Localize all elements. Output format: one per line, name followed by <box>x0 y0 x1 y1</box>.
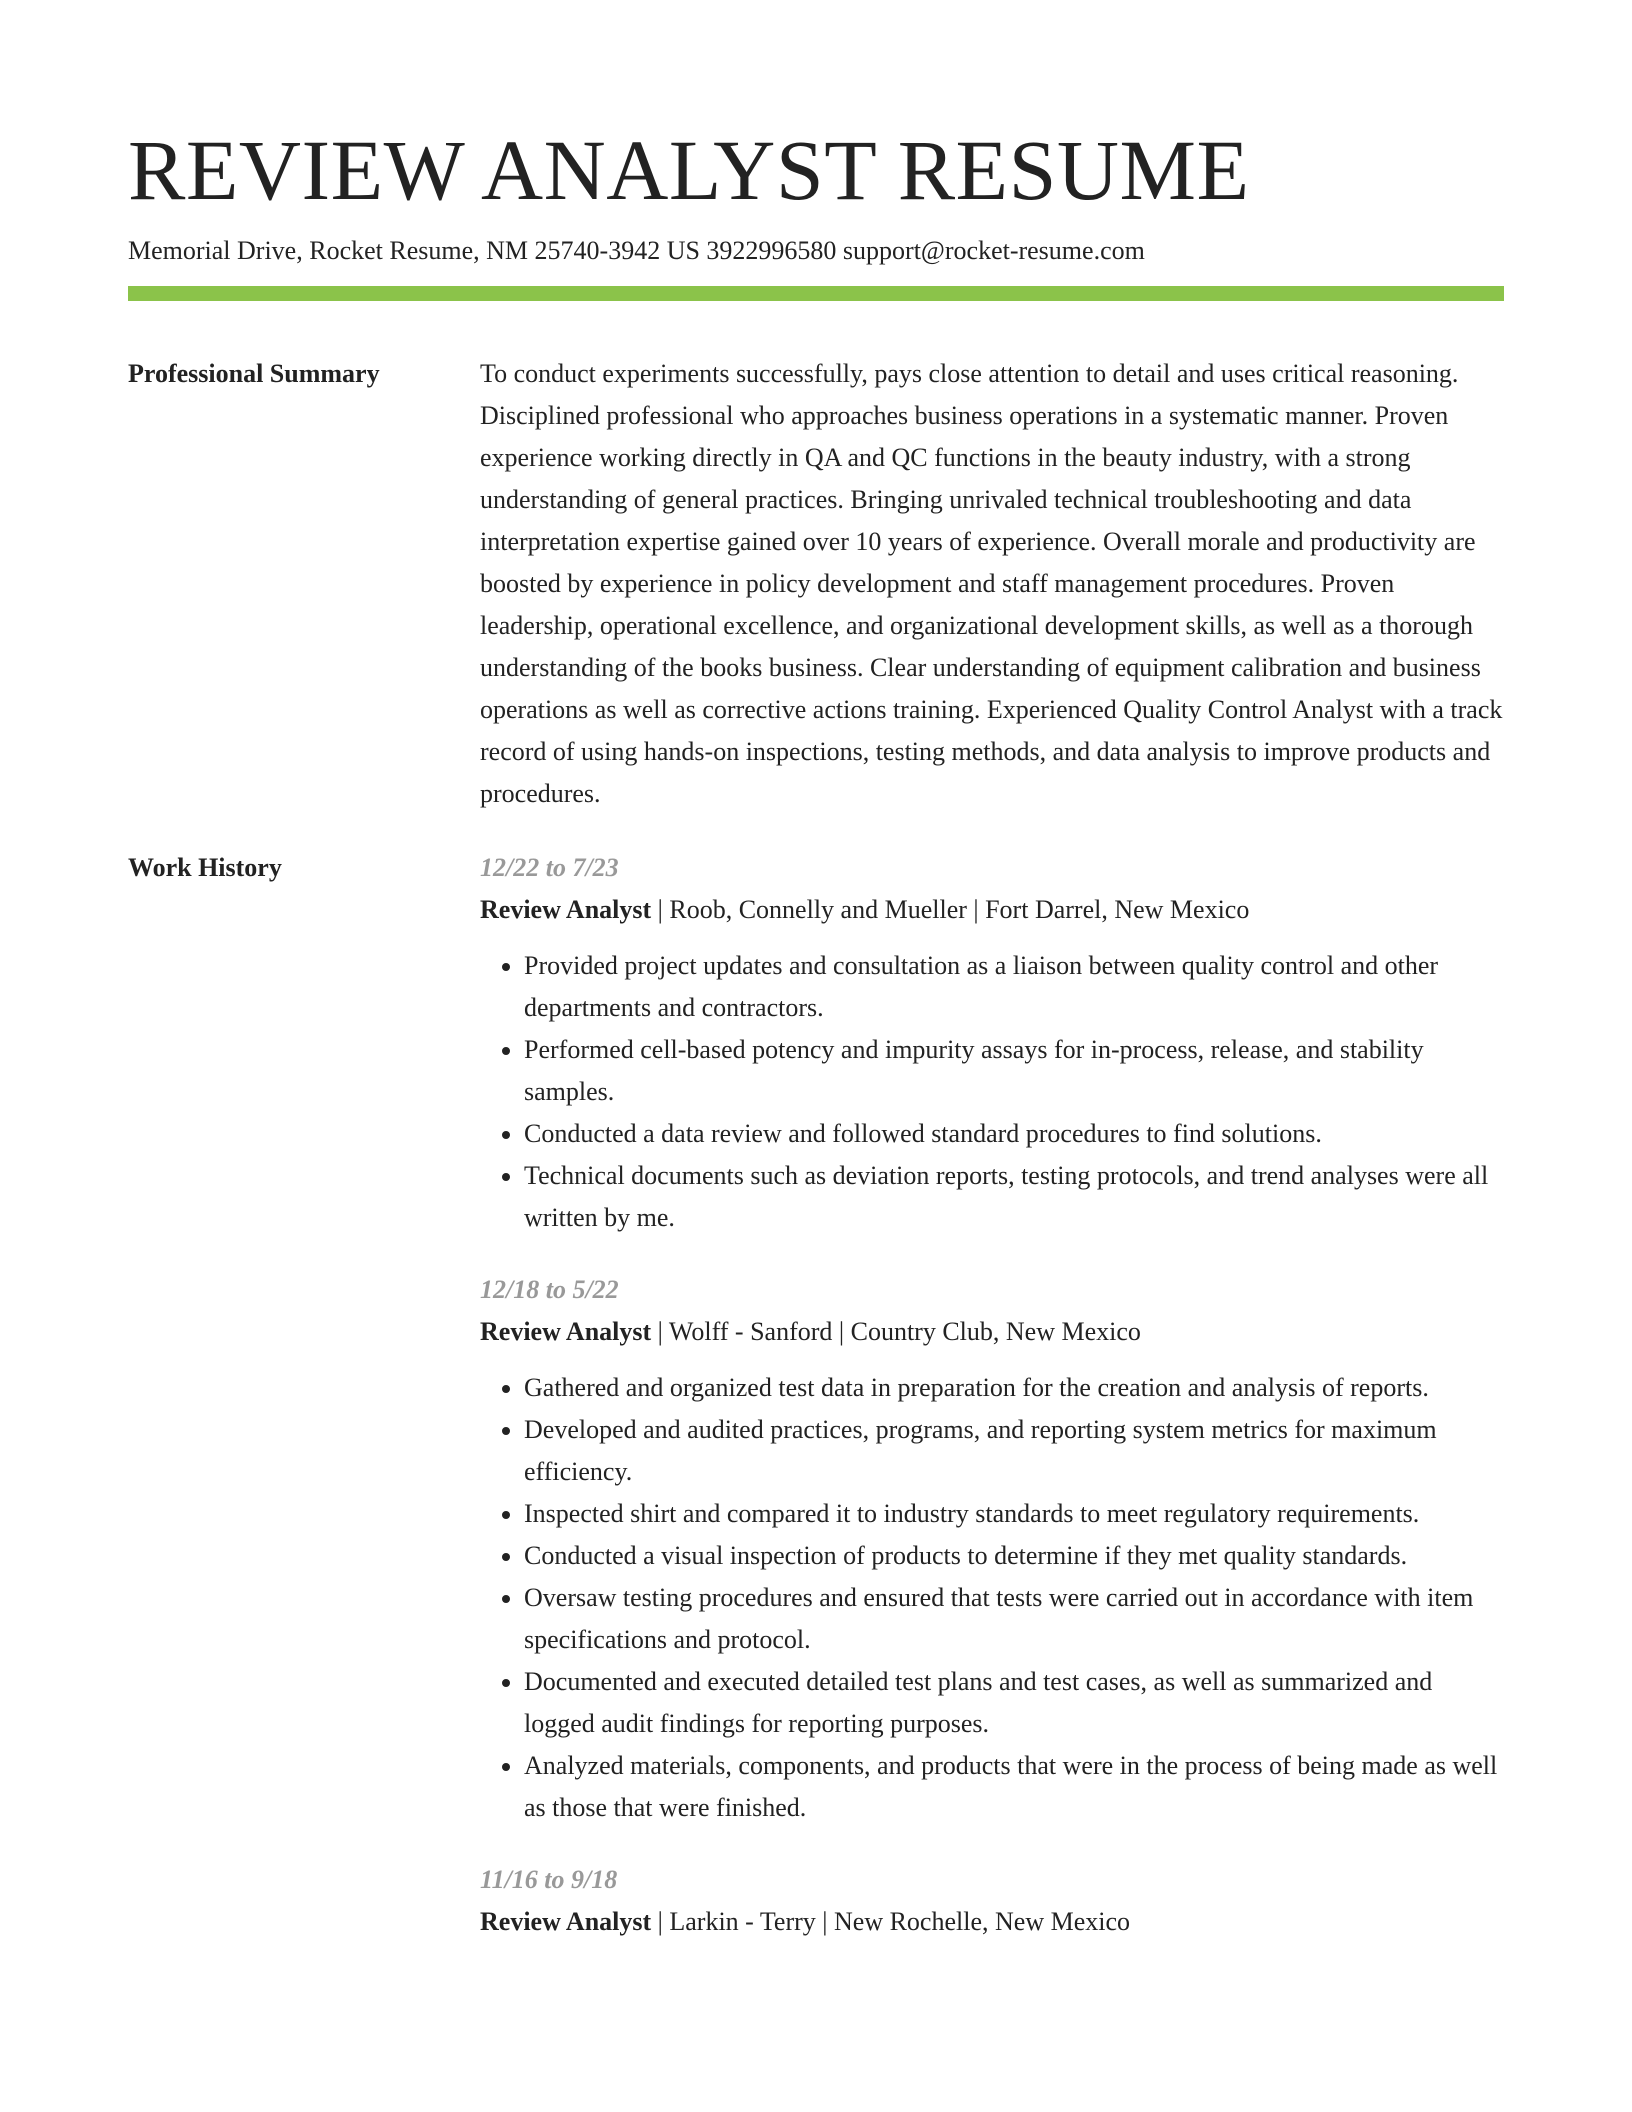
work-history-section <box>128 847 1504 1973</box>
job-dates: 12/18 to 5/22 <box>480 1275 619 1304</box>
job-heading-line <box>480 1901 1504 1943</box>
job-bullet: • Provided project updates and consultation as a liaison between quality control and other departments and contractors. <box>524 945 1504 1029</box>
job-title: Review Analyst <box>480 895 652 924</box>
job-employer-location: | Larkin - Terry | New Rochelle, New Mexico <box>651 1907 1131 1936</box>
job-entry <box>480 1269 1504 1829</box>
job-bullet: • Documented and executed detailed test plans and test cases, as well as summarized and logged audit findings for reporting purposes. <box>524 1661 1504 1745</box>
job-bullet: • Analyzed materials, components, and products that were in the process of being made as well as those that were finished. <box>524 1745 1504 1829</box>
job-dates: 12/22 to 7/23 <box>480 853 619 882</box>
job-heading-line <box>480 889 1504 931</box>
job-bullet: • Gathered and organized test data in preparation for the creation and analysis of reports. <box>524 1367 1504 1409</box>
job-bullet: • Inspected shirt and compared it to industry standards to meet regulatory requirements. <box>524 1493 1504 1535</box>
job-heading-line <box>480 1311 1504 1353</box>
summary-text: To conduct experiments successfully, pays close attention to detail and uses critical reasoning. Disciplined professional who approaches business operations in a systematic manner. Proven experience working directly in QA and QC functions in the beauty industry, with a strong understanding of general practices. Bringing unrivaled technical troubleshooting and data interpretation expertise gained over 10 years of experience. Overall morale and productivity are boosted by experience in policy development and staff management procedures. Proven leadership, operational excellence, and organizational development skills, as well as a thorough understanding of the books business. Clear understanding of equipment calibration and business operations as well as corrective actions training. Experienced Quality Control Analyst with a track record of using hands-on inspections, testing methods, and data analysis to improve products and procedures. <box>480 359 1503 808</box>
job-bullet-list <box>480 945 1504 1239</box>
job-entry <box>480 1859 1504 1943</box>
job-bullet: • Technical documents such as deviation reports, testing protocols, and trend analyses were all written by me. <box>524 1155 1504 1239</box>
work-history-heading: Work History <box>128 853 282 882</box>
job-bullet-list <box>480 1367 1504 1829</box>
job-bullet: • Developed and audited practices, programs, and reporting system metrics for maximum efficiency. <box>524 1409 1504 1493</box>
job-bullet: • Oversaw testing procedures and ensured that tests were carried out in accordance with item specifications and protocol. <box>524 1577 1504 1661</box>
accent-divider <box>128 286 1504 301</box>
job-title: Review Analyst <box>480 1317 652 1346</box>
job-employer-location: | Roob, Connelly and Mueller | Fort Darrel, New Mexico <box>651 895 1250 924</box>
job-bullet: • Conducted a visual inspection of products to determine if they met quality standards. <box>524 1535 1504 1577</box>
jobs-list <box>480 847 1504 1973</box>
job-entry <box>480 847 1504 1239</box>
contact-line: Memorial Drive, Rocket Resume, NM 25740-3942 US 3922996580 support@rocket-resume.com <box>128 236 1145 265</box>
job-dates: 11/16 to 9/18 <box>480 1865 618 1894</box>
summary-heading: Professional Summary <box>128 359 380 388</box>
summary-section <box>128 353 1504 815</box>
job-bullet: • Conducted a data review and followed standard procedures to find solutions. <box>524 1113 1504 1155</box>
job-title: Review Analyst <box>480 1907 652 1936</box>
job-bullet: • Performed cell-based potency and impurity assays for in-process, release, and stability samples. <box>524 1029 1504 1113</box>
resume-page <box>128 120 1504 1973</box>
resume-title: REVIEW ANALYST RESUME <box>128 122 1250 218</box>
job-employer-location: | Wolff - Sanford | Country Club, New Mexico <box>651 1317 1141 1346</box>
